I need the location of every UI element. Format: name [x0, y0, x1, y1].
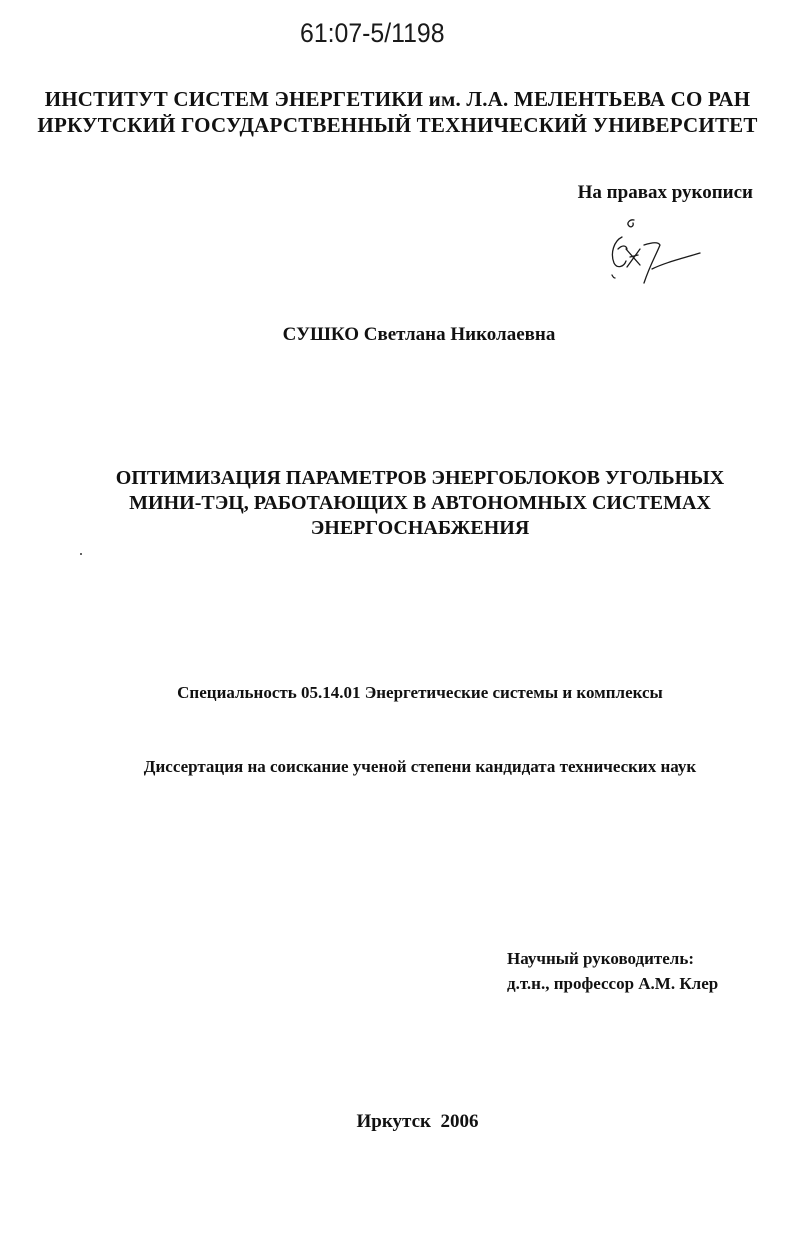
supervisor-block	[507, 946, 718, 996]
degree-line: Диссертация на соискание ученой степени кандидата технических наук	[143, 757, 697, 776]
author-signature	[600, 215, 710, 295]
institute-line-2: ИРКУТСКИЙ ГОСУДАРСТВЕННЫЙ ТЕХНИЧЕСКИЙ УНИВЕРСИТЕТ	[37, 113, 758, 137]
title-line-3: ЭНЕРГОСНАБЖЕНИЯ	[310, 517, 530, 539]
dissertation-title	[0, 466, 795, 541]
manuscript-rights-note: На правах рукописи	[577, 182, 753, 203]
supervisor-name: д.т.н., профессор А.М. Клер	[507, 974, 719, 993]
specialty-line: Специальность 05.14.01 Энергетические системы и комплексы	[177, 683, 663, 702]
supervisor-label: Научный руководитель:	[507, 949, 694, 968]
title-line-1: ОПТИМИЗАЦИЯ ПАРАМЕТРОВ ЭНЕРГОБЛОКОВ УГОЛЬНЫХ	[115, 467, 725, 489]
scan-speck	[80, 553, 82, 555]
institute-line-1: ИНСТИТУТ СИСТЕМ ЭНЕРГЕТИКИ им. Л.А. МЕЛЕНТЬЕВА СО РАН	[44, 87, 751, 111]
title-line-2: МИНИ-ТЭЦ, РАБОТАЮЩИХ В АВТОНОМНЫХ СИСТЕМАХ	[129, 492, 711, 514]
archive-stamp-number: 61:07-5/1198	[300, 18, 445, 48]
city-year: Иркутск 2006	[356, 1111, 479, 1132]
author-name: СУШКО Светлана Николаевна	[282, 324, 556, 345]
